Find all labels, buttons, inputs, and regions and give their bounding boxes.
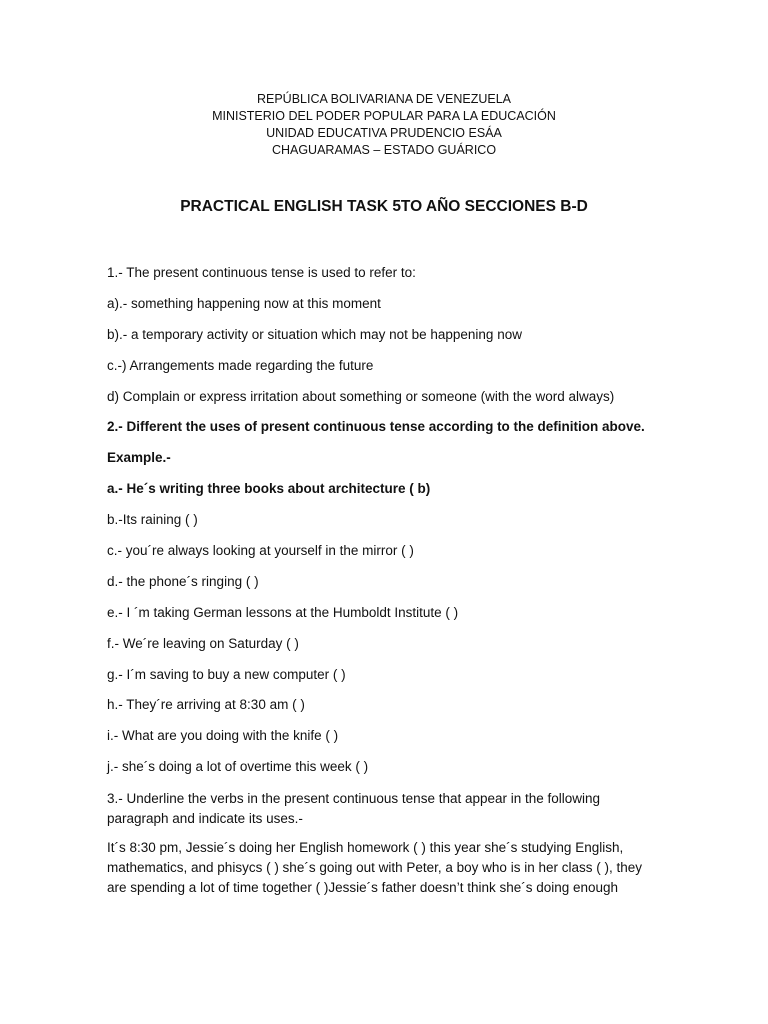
- question-3-heading-line: 3.- Underline the verbs in the present continuous tense that appear in the following: [107, 791, 601, 807]
- list-item: e.- I ´m taking German lessons at the Humboldt Institute ( ): [107, 604, 459, 620]
- paragraph-line: mathematics, and phisycs ( ) she´s going out with Peter, a boy who is in her class ( ), they: [107, 860, 642, 876]
- question-3-paragraph: [107, 838, 667, 898]
- example-label: Example.-: [107, 450, 171, 466]
- document-title: PRACTICAL ENGLISH TASK 5TO AÑO SECCIONES B-D: [180, 198, 588, 215]
- header-line-school: UNIDAD EDUCATIVA PRUDENCIO ESÁA: [266, 126, 502, 140]
- header-line-ministry: MINISTERIO DEL PODER POPULAR PARA LA EDUCACIÓN: [212, 109, 556, 123]
- list-item: f.- We´re leaving on Saturday ( ): [107, 635, 299, 651]
- question-3-heading: [107, 789, 667, 829]
- header-line-location: CHAGUARAMAS – ESTADO GUÁRICO: [271, 143, 497, 157]
- paragraph-line: are spending a lot of time together ( )Jessie´s father doesn’t think she´s doing enough: [107, 880, 619, 896]
- list-item: c.- you´re always looking at yourself in the mirror ( ): [107, 543, 414, 559]
- question-2-heading: 2.- Different the uses of present continuous tense according to the definition above.: [107, 419, 645, 435]
- document-body: [107, 264, 667, 907]
- header-line-republic: REPÚBLICA BOLIVARIANA DE VENEZUELA: [256, 92, 512, 106]
- question-3-heading-line: paragraph and indicate its uses.-: [107, 811, 303, 827]
- question-1-option-c: c.-) Arrangements made regarding the future: [107, 357, 374, 373]
- question-1-option-a: a).- something happening now at this moment: [107, 295, 381, 311]
- list-item: b.-Its raining ( ): [107, 512, 198, 528]
- question-1-option-d: d) Complain or express irritation about something or someone (with the word always): [107, 388, 615, 404]
- list-item: j.- she´s doing a lot of overtime this week ( ): [107, 759, 369, 775]
- question-1-option-b: b).- a temporary activity or situation which may not be happening now: [107, 326, 522, 342]
- question-1-heading: 1.- The present continuous tense is used to refer to:: [107, 265, 416, 280]
- document-header: [0, 91, 768, 159]
- list-item: i.- What are you doing with the knife ( ): [107, 728, 339, 744]
- list-item: g.- I´m saving to buy a new computer ( ): [107, 666, 346, 682]
- example-item: a.- He´s writing three books about architecture ( b): [107, 481, 431, 497]
- paragraph-line: It´s 8:30 pm, Jessie´s doing her English homework ( ) this year she´s studying English,: [107, 840, 624, 856]
- list-item: d.- the phone´s ringing ( ): [107, 573, 259, 589]
- list-item: h.- They´re arriving at 8:30 am ( ): [107, 697, 305, 713]
